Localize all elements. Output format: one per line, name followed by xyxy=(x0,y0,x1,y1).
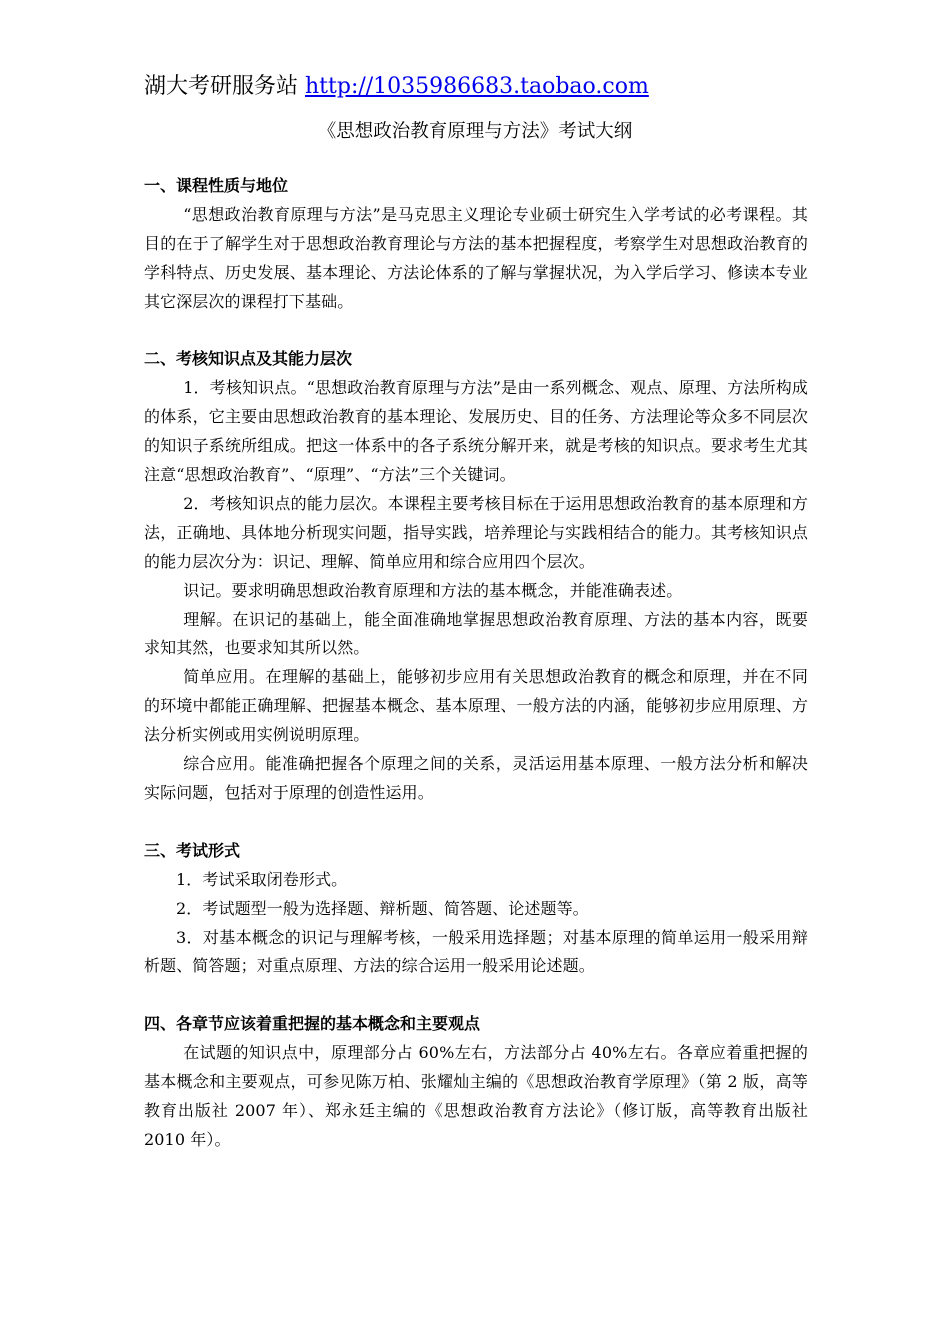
header-site-name: 湖大考研服务站 xyxy=(144,74,299,99)
paragraph: “思想政治教育原理与方法”是马克思主义理论专业硕士研究生入学考试的必考课程。其目的在于了解学生对于思想政治教育理论与方法的基本把握程度，考察学生对思想政治教育的学科特点、历史发展、基本理论、方法论体系的了解与掌握状况，为入学后学习、修读本专业其它深层次的课程打下基础。 xyxy=(144,204,808,311)
section-exam-format xyxy=(144,837,808,982)
header-shop-link[interactable]: http://1035986683.taobao.com xyxy=(305,74,649,99)
paragraph: 在试题的知识点中，原理部分占 60%左右，方法部分占 40%左右。各章应着重把握的基本概念和主要观点，可参见陈万柏、张耀灿主编的《思想政治教育学原理》（第 2 版，高等教育出版社 2007 年）、郑永廷主编的《思想政治教育方法论》（修订版，高等教育出版社 2010 年）。 xyxy=(144,1043,808,1149)
section-heading: 二、考核知识点及其能力层次 xyxy=(144,349,353,369)
section-heading: 四、各章节应该着重把握的基本概念和主要观点 xyxy=(144,1014,481,1034)
section-knowledge-points xyxy=(144,345,808,808)
section-heading: 一、课程性质与地位 xyxy=(144,176,289,195)
page-header xyxy=(144,70,649,104)
section-heading: 三、考试形式 xyxy=(144,840,241,860)
section-course-nature xyxy=(144,172,808,317)
paragraph: 识记。要求明确思想政治教育原理和方法的基本概念，并能准确表述。 xyxy=(183,580,683,600)
paragraph: 1．考核知识点。“思想政治教育原理与方法”是由一系列概念、观点、原理、方法所构成的体系，它主要由思想政治教育的基本理论、发展历史、目的任务、方法理论等众多不同层次的知识子系统所组成。把这一体系中的各子系统分解开来，就是考核的知识点。要求考生尤其注意“思想政治教育”、“原理”、“方法”三个关键词。 xyxy=(144,378,808,485)
document-title: 《思想政治教育原理与方法》考试大纲 xyxy=(317,121,633,142)
paragraph: 2．考试题型一般为选择题、辩析题、简答题、论述题等。 xyxy=(176,898,589,918)
paragraph: 1．考试采取闭卷形式。 xyxy=(176,869,348,889)
section-key-concepts xyxy=(144,1010,808,1155)
paragraph: 综合应用。能准确把握各个原理之间的关系，灵活运用基本原理、一般方法分析和解决实际问题，包括对于原理的创造性运用。 xyxy=(144,754,808,803)
paragraph: 2．考核知识点的能力层次。本课程主要考核目标在于运用思想政治教育的基本原理和方法，正确地、具体地分析现实问题，指导实践，培养理论与实践相结合的能力。其考核知识点的能力层次分为：识记、理解、简单应用和综合应用四个层次。 xyxy=(144,493,808,571)
paragraph: 3．对基本概念的识记与理解考核，一般采用选择题；对基本原理的简单运用一般采用辩析题、简答题；对重点原理、方法的综合运用一般采用论述题。 xyxy=(144,927,808,976)
paragraph: 简单应用。在理解的基础上，能够初步应用有关思想政治教育的概念和原理，并在不同的环境中都能正确理解、把握基本概念、基本原理、一般方法的内涵，能够初步应用原理、方法分析实例或用实例说明原理。 xyxy=(144,667,808,745)
paragraph: 理解。在识记的基础上，能全面准确地掌握思想政治教育原理、方法的基本内容，既要求知其然，也要求知其所以然。 xyxy=(144,609,808,658)
document-body xyxy=(144,172,808,1184)
